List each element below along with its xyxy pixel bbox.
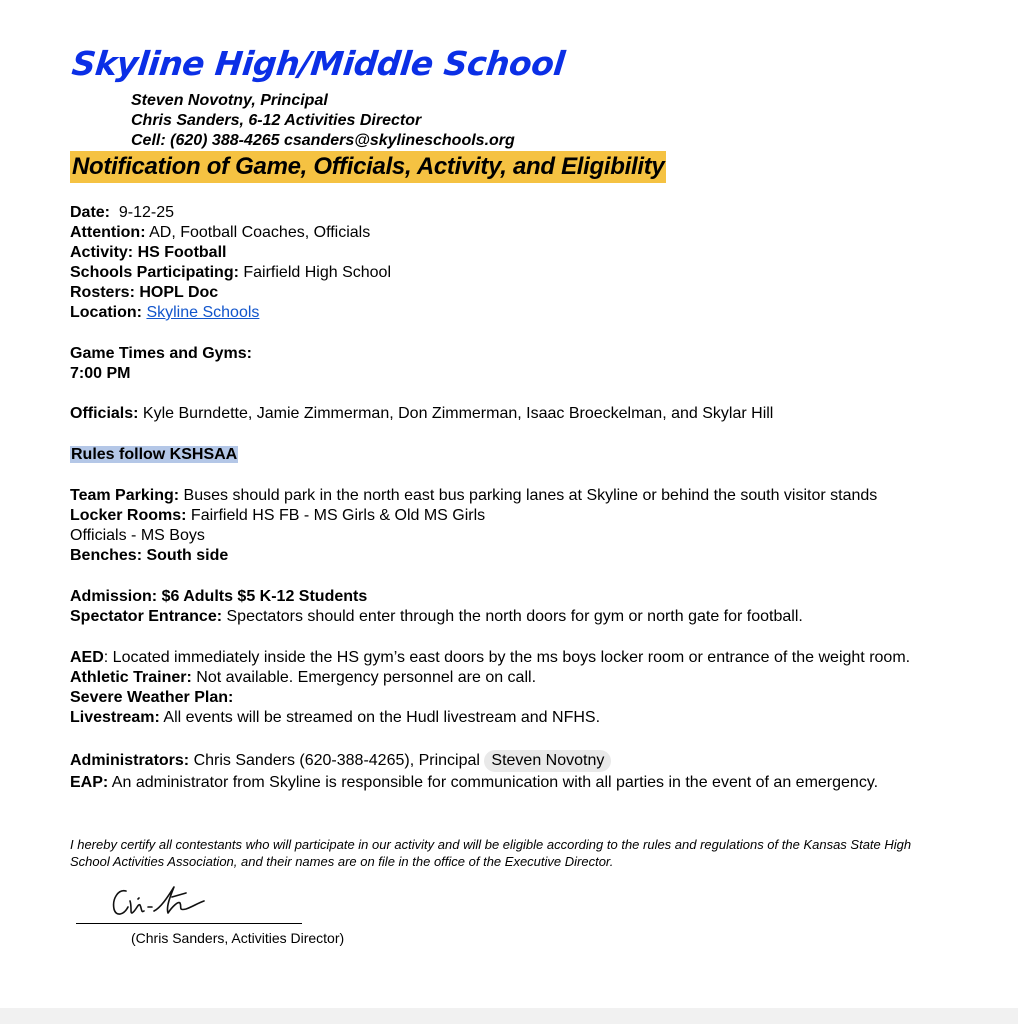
date-label: Date: <box>70 204 111 221</box>
eap-line <box>70 773 878 793</box>
activity-text: Activity: HS Football <box>70 244 227 261</box>
officials-locker-line: Officials - MS Boys <box>70 527 205 544</box>
rosters-text: Rosters: HOPL Doc <box>70 284 219 301</box>
signature-line <box>76 923 302 924</box>
locker-line <box>70 506 485 526</box>
locker-value: Fairfield HS FB - MS Girls & Old MS Girls <box>190 507 486 524</box>
admission-line <box>70 587 367 607</box>
page-footer-bar <box>0 1008 1018 1024</box>
attention-label: Attention: <box>70 224 146 241</box>
trainer-line <box>70 668 536 688</box>
rules-line <box>70 445 238 465</box>
entrance-value: Spectators should enter through the north doors for gym or north gate for football. <box>226 608 803 625</box>
date-line <box>70 203 174 223</box>
schools-label: Schools Participating: <box>70 264 239 281</box>
locker-label: Locker Rooms: <box>70 507 187 524</box>
location-line <box>70 303 259 323</box>
administrators-line <box>70 750 611 772</box>
location-label: Location: <box>70 304 142 321</box>
parking-value: Buses should park in the north east bus parking lanes at Skyline or behind the south visitor stands <box>183 487 878 504</box>
aed-line <box>70 648 910 668</box>
trainer-value: Not available. Emergency personnel are on call. <box>196 669 537 686</box>
weather-line <box>70 688 233 708</box>
location-link[interactable]: Skyline Schools <box>146 304 260 321</box>
entrance-label: Spectator Entrance: <box>70 608 223 625</box>
game-time-text: 7:00 PM <box>70 365 131 382</box>
schools-line <box>70 263 391 283</box>
administrators-value: Chris Sanders (620-388-4265), Principal <box>193 752 480 769</box>
admission-text: Admission: $6 Adults $5 K-12 Students <box>70 588 368 605</box>
trainer-label: Athletic Trainer: <box>70 669 192 686</box>
officials-value: Kyle Burndette, Jamie Zimmerman, Don Zimmerman, Isaac Broeckelman, and Skylar Hill <box>142 405 774 422</box>
weather-label: Severe Weather Plan: <box>70 689 234 706</box>
eap-value: An administrator from Skyline is responsible for communication with all parties in the event of an emergency. <box>111 774 879 791</box>
officials-label: Officials: <box>70 405 139 422</box>
principal-chip[interactable]: Steven Novotny <box>484 750 611 772</box>
benches-text: Benches: South side <box>70 547 229 564</box>
attention-value: AD, Football Coaches, Officials <box>149 224 371 241</box>
livestream-label: Livestream: <box>70 709 160 726</box>
director-line: Chris Sanders, 6-12 Activities Director <box>131 112 422 129</box>
aed-value: : Located immediately inside the HS gym’s east doors by the ms boys locker room or entrance of the weight room. <box>103 649 911 666</box>
benches-line <box>70 546 228 566</box>
game-time <box>70 364 130 384</box>
contact-line: Cell: (620) 388-4265 csanders@skylineschools.org <box>131 132 515 149</box>
game-times-label <box>70 344 252 364</box>
entrance-line <box>70 607 803 627</box>
notification-title: Notification of Game, Officials, Activity, and Eligibility <box>70 151 666 183</box>
officials-line <box>70 404 773 424</box>
school-title: Skyline High/Middle School <box>70 44 567 83</box>
game-times-text: Game Times and Gyms: <box>70 345 252 362</box>
rosters-line <box>70 283 218 303</box>
schools-value: Fairfield High School <box>243 264 391 281</box>
parking-label: Team Parking: <box>70 487 180 504</box>
certification-text: I hereby certify all contestants who will participate in our activity and will be eligible according to the rules and regulations of the Kansas State High School Activities Association, and their names are on file in the office of the Executive Director. <box>70 837 912 869</box>
parking-line <box>70 486 877 506</box>
attention-line <box>70 223 370 243</box>
rules-text: Rules follow KSHSAA <box>71 446 238 463</box>
date-value: 9-12-25 <box>118 204 175 221</box>
signature-image <box>108 877 228 923</box>
administrators-label: Administrators: <box>70 752 190 769</box>
signature-caption: (Chris Sanders, Activities Director) <box>131 930 345 946</box>
livestream-value: All events will be streamed on the Hudl livestream and NFHS. <box>163 709 601 726</box>
aed-label: AED <box>70 649 104 666</box>
activity-line <box>70 243 226 263</box>
livestream-line <box>70 708 600 728</box>
principal-line: Steven Novotny, Principal <box>131 92 328 109</box>
eap-label: EAP: <box>70 774 109 791</box>
